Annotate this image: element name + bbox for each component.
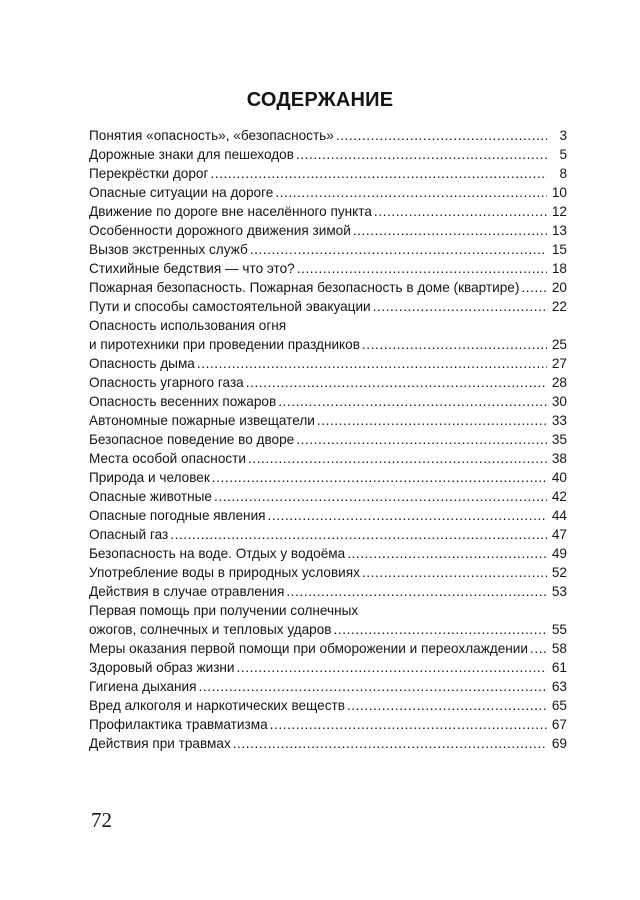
- toc-entry: [89, 164, 567, 183]
- toc-entry-line: [89, 487, 567, 506]
- toc-entry-title: ожогов, солнечных и тепловых ударов: [89, 622, 332, 637]
- toc-entry-title: Безопасность на воде. Отдых у водоёма: [89, 546, 346, 561]
- toc-entry-title: Автономные пожарные извещатели: [89, 413, 315, 428]
- toc-entry: [89, 145, 567, 164]
- toc-page-number: 58: [551, 641, 567, 656]
- toc-entry-line: [89, 734, 567, 753]
- toc-entry-line: [89, 620, 567, 639]
- toc-entry-line: [89, 221, 567, 240]
- dot-leader: [334, 620, 547, 639]
- toc-entry: [89, 506, 567, 525]
- toc-entry-line: [89, 259, 567, 278]
- toc-entry: [89, 354, 567, 373]
- toc-entry-line: [89, 658, 567, 677]
- toc-page-number: 38: [551, 451, 567, 466]
- toc-entry-title: Понятия «опасность», «безопасность»: [89, 128, 334, 143]
- toc-entry-line: [89, 715, 567, 734]
- toc-entry-line: [89, 544, 567, 563]
- toc-entry: [89, 449, 567, 468]
- toc-entry-title: Опасные животные: [89, 489, 212, 504]
- toc-page-number: 35: [551, 432, 567, 447]
- table-of-contents-list: [89, 126, 567, 753]
- toc-entry-line: [89, 126, 567, 145]
- toc-entry-line: [89, 582, 567, 601]
- toc-entry: [89, 734, 567, 753]
- toc-entry-line: [89, 278, 567, 297]
- toc-entry: [89, 278, 567, 297]
- toc-page-number: 44: [551, 508, 567, 523]
- toc-entry: [89, 677, 567, 696]
- toc-entry: [89, 259, 567, 278]
- toc-page-number: 5: [559, 147, 567, 162]
- toc-entry: [89, 183, 567, 202]
- dot-leader: [250, 240, 547, 259]
- toc-entry-title: Опасные погодные явления: [89, 508, 266, 523]
- toc-entry: [89, 715, 567, 734]
- dot-leader: [248, 449, 547, 468]
- toc-entry-title: Безопасное поведение во дворе: [89, 432, 295, 447]
- toc-entry: [89, 601, 567, 639]
- toc-page-number: 69: [551, 736, 567, 751]
- toc-entry: [89, 563, 567, 582]
- toc-entry-line: [89, 468, 567, 487]
- toc-entry-line: [89, 240, 567, 259]
- toc-page-number: 25: [551, 337, 567, 352]
- toc-entry-line: [89, 297, 567, 316]
- toc-entry-title: Гигиена дыхания: [89, 679, 197, 694]
- dot-leader: [233, 734, 547, 753]
- toc-entry-title: Меры оказания первой помощи при обморожении и переохлаждении: [89, 641, 528, 656]
- toc-entry-title: Особенности дорожного движения зимой: [89, 223, 351, 238]
- toc-entry-line: [89, 202, 567, 221]
- toc-entry-title: Вызов экстренных служб: [89, 242, 248, 257]
- dot-leader: [296, 430, 547, 449]
- toc-entry: [89, 582, 567, 601]
- toc-entry-line: [89, 164, 567, 183]
- toc-page-number: 10: [551, 185, 567, 200]
- toc-entry-title: Профилактика травматизма: [89, 717, 268, 732]
- dot-leader: [197, 354, 547, 373]
- dot-leader: [297, 259, 547, 278]
- toc-page-number: 47: [551, 527, 567, 542]
- toc-entry-line: [89, 696, 567, 715]
- toc-page-number: 33: [551, 413, 567, 428]
- toc-entry-line: [89, 183, 567, 202]
- toc-entry-title: Места особой опасности: [89, 451, 246, 466]
- toc-entry-title: Действия в случае отравления: [89, 584, 285, 599]
- toc-entry-line: [89, 563, 567, 582]
- toc-entry-title: Действия при травмах: [89, 736, 231, 751]
- toc-entry-title: Перекрёстки дорог: [89, 166, 209, 181]
- toc-entry-line: [89, 430, 567, 449]
- toc-page-number: 28: [551, 375, 567, 390]
- toc-entry: [89, 411, 567, 430]
- dot-leader: [317, 411, 547, 430]
- dot-leader: [353, 221, 547, 240]
- dot-leader: [347, 544, 547, 563]
- toc-entry-title: Опасность весенних пожаров: [89, 394, 277, 409]
- toc-page-number: 18: [551, 261, 567, 276]
- toc-page-number: 30: [551, 394, 567, 409]
- toc-page-number: 65: [551, 698, 567, 713]
- toc-entry-title: и пиротехники при проведении праздников: [89, 337, 360, 352]
- toc-entry-title: Употребление воды в природных условиях: [89, 565, 360, 580]
- toc-entry: [89, 221, 567, 240]
- page-number: 72: [91, 808, 112, 832]
- toc-entry: [89, 126, 567, 145]
- toc-entry-line: [89, 335, 567, 354]
- toc-entry: [89, 392, 567, 411]
- dot-leader: [362, 335, 547, 354]
- dot-leader: [199, 677, 547, 696]
- toc-entry-line: [89, 677, 567, 696]
- toc-page-number: 63: [551, 679, 567, 694]
- dot-leader: [336, 126, 547, 145]
- toc-entry-title: Опасный газ: [89, 527, 169, 542]
- dot-leader: [212, 468, 547, 487]
- toc-entry-line: [89, 392, 567, 411]
- toc-entry-line: [89, 449, 567, 468]
- dot-leader: [270, 715, 547, 734]
- toc-entry-title: Пути и способы самостоятельной эвакуации: [89, 299, 371, 314]
- toc-entry: [89, 468, 567, 487]
- toc-page-number: 67: [551, 717, 567, 732]
- toc-page-number: 55: [551, 622, 567, 637]
- toc-entry-title: Движение по дороге вне населённого пункта: [89, 204, 372, 219]
- toc-page-number: 61: [551, 660, 567, 675]
- toc-entry-title: Опасные ситуации на дороге: [89, 185, 274, 200]
- toc-entry-title-line: Опасность использования огня: [89, 318, 287, 333]
- toc-entry: [89, 430, 567, 449]
- toc-page-number: 8: [559, 166, 567, 181]
- dot-leader: [374, 202, 547, 221]
- toc-page-number: 15: [551, 242, 567, 257]
- toc-entry-title: Пожарная безопасность. Пожарная безопасность в доме (квартире): [89, 280, 520, 295]
- toc-page-number: 52: [551, 565, 567, 580]
- toc-entry: [89, 658, 567, 677]
- dot-leader: [373, 297, 547, 316]
- dot-leader: [278, 392, 547, 411]
- dot-leader: [268, 506, 547, 525]
- toc-entry-title-line: Первая помощь при получении солнечных: [89, 603, 359, 618]
- toc-entry-title: Опасность дыма: [89, 356, 195, 371]
- toc-entry-line: [89, 145, 567, 164]
- toc-entry: [89, 544, 567, 563]
- toc-entry-line: [89, 411, 567, 430]
- toc-entry-line: [89, 506, 567, 525]
- dot-leader: [286, 582, 547, 601]
- toc-entry-title: Дорожные знаки для пешеходов: [89, 147, 294, 162]
- toc-page-number: 27: [551, 356, 567, 371]
- toc-entry-title: Стихийные бедствия — что это?: [89, 261, 295, 276]
- toc-entry-line: [89, 525, 567, 544]
- toc-entry-title: Здоровый образ жизни: [89, 660, 235, 675]
- dot-leader: [170, 525, 547, 544]
- toc-entry: [89, 202, 567, 221]
- dot-leader: [296, 145, 547, 164]
- toc-entry-title: Опасность угарного газа: [89, 375, 244, 390]
- toc-entry-title: Природа и человек: [89, 470, 210, 485]
- dot-leader: [347, 696, 547, 715]
- toc-page-number: 3: [559, 128, 567, 143]
- table-of-contents-title: СОДЕРЖАНИЕ: [246, 89, 394, 111]
- toc-entry: [89, 240, 567, 259]
- toc-page-number: 22: [551, 299, 567, 314]
- toc-entry-line: [89, 373, 567, 392]
- toc-page-number: 20: [551, 280, 567, 295]
- dot-leader: [237, 658, 547, 677]
- toc-page-number: 12: [551, 204, 567, 219]
- toc-page-number: 13: [551, 223, 567, 238]
- toc-entry: [89, 696, 567, 715]
- toc-entry: [89, 487, 567, 506]
- dot-leader: [246, 373, 547, 392]
- toc-entry-line: [89, 639, 567, 658]
- toc-page-number: 42: [551, 489, 567, 504]
- dot-leader: [521, 278, 547, 297]
- dot-leader: [275, 183, 547, 202]
- toc-entry: [89, 297, 567, 316]
- dot-leader: [530, 639, 547, 658]
- toc-page-number: 49: [551, 546, 567, 561]
- toc-entry: [89, 316, 567, 354]
- dot-leader: [214, 487, 547, 506]
- toc-entry: [89, 639, 567, 658]
- toc-entry: [89, 373, 567, 392]
- toc-page-number: 40: [551, 470, 567, 485]
- toc-entry-line: [89, 354, 567, 373]
- toc-entry: [89, 525, 567, 544]
- toc-entry-title: Вред алкоголя и наркотических веществ: [89, 698, 345, 713]
- dot-leader: [362, 563, 547, 582]
- dot-leader: [210, 164, 547, 183]
- toc-page-number: 53: [551, 584, 567, 599]
